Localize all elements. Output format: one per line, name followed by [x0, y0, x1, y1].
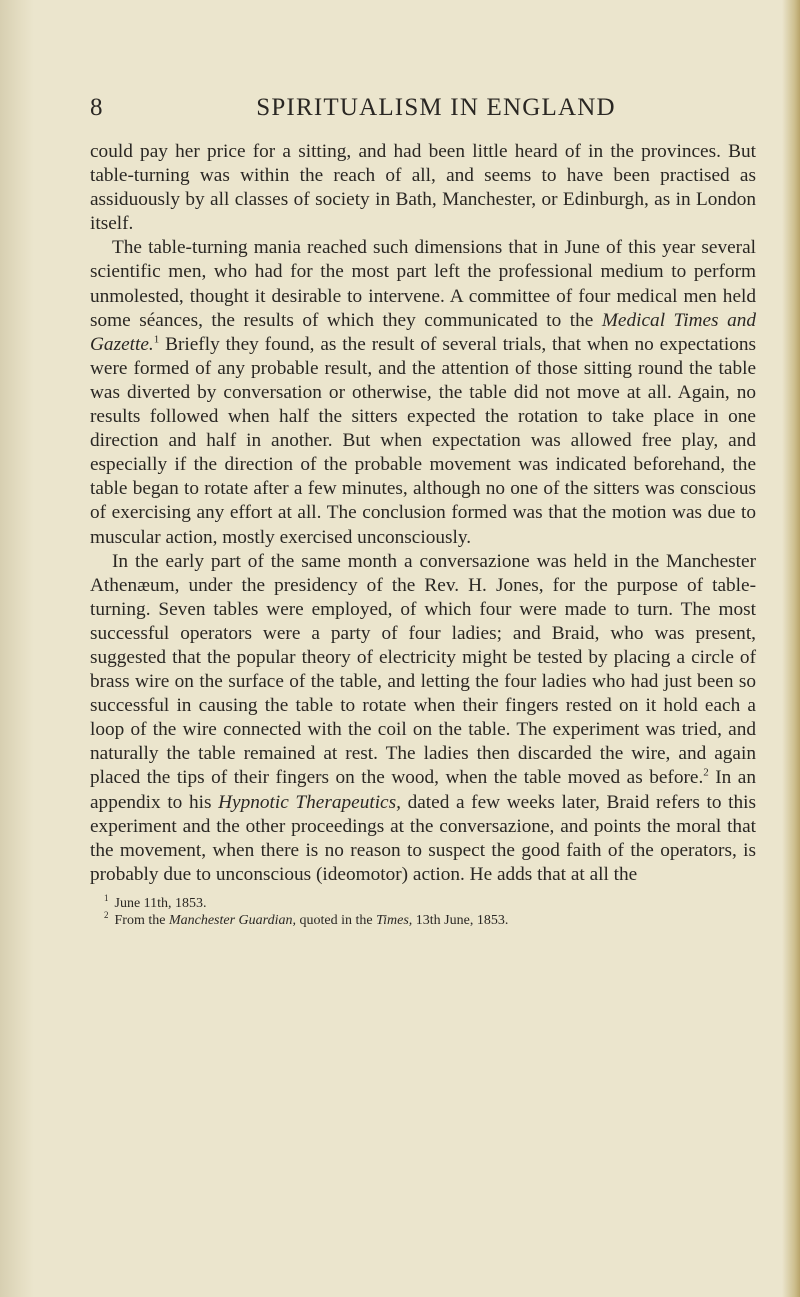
footnote-2-times: Times, [376, 912, 413, 928]
footnote-1 [90, 895, 756, 912]
paragraph-2 [90, 236, 756, 549]
paragraph-3 [90, 550, 756, 887]
journal-title-medical-times: Medical Times and Gazette. [90, 309, 756, 355]
running-head: SPIRITUALISM IN ENGLAND [256, 94, 616, 121]
footnote-ref-2: 2 [703, 767, 709, 780]
page-header [90, 94, 756, 130]
book-page [90, 94, 756, 1274]
page-number: 8 [90, 94, 103, 121]
footnote-1-number: 1 [104, 893, 109, 904]
book-title-hypnotic-therapeutics: Hypnotic Therapeutics, [218, 791, 401, 813]
paragraph-2-text-b: Briefly they found, as the result of several trials, that when no expectations were formed of any probable result, and the attention of those sitting round the table was diverted by conversation or otherwise, the table did not move at all. Again, no results followed when half the sitters expected the rotation to take place in one direction and half in another. But when expectation was allowed free play, and especially if the direction of the probable movement was indicated beforehand, the table began to rotate after a few minutes, although no one of the sitters was conscious of exercising any effort at all. The conclusion formed was that the motion was due to muscular action, mostly exercised unconsciously. [90, 333, 756, 548]
footnote-2-manchester-guardian: Manchester Guardian, [168, 912, 296, 928]
paragraph-3-text-c: dated a few weeks later, Braid refers to this experiment and the other proceedings at the conversazione, and points the moral that the movement, when there is no reason to suspect the good faith of the operators, is probably due to unconscious (ideomotor) action. He adds that at all the [90, 791, 757, 885]
body-text [90, 140, 756, 887]
paragraph-1 [90, 140, 756, 236]
footnote-2-text-post: 13th June, 1853. [412, 912, 509, 928]
footnote-1-text: June 11th, 1853. [114, 895, 207, 911]
paragraph-3-text-a: In the early part of the same month a conversazione was held in the Manchester Athenæum, under the presidency of the Rev. H. Jones, for the purpose of table-turning. Seven tables were employed, of which four were made to turn. The most successful operators were a party of four ladies; and Braid, who was present, suggested that the popular theory of electricity might be tested by placing a circle of brass wire on the surface of the table, and letting the four ladies who had just been so successful in causing the table to rotate when their fingers rested on it hold each a loop of the wire connected with the coil on the table. The experiment was tried, and naturally the table remained at rest. The ladies then discarded the wire, and again placed the tips of their fingers on the wood, when the table moved as before. [90, 550, 756, 789]
paragraph-1-text: could pay her price for a sitting, and had been little heard of in the provinces. But table-turning was within the reach of all, and seems to have been practised as assiduously by all classes of society in Bath, Manchester, or Edinburgh, as in London itself. [90, 141, 756, 235]
footnote-ref-1: 1 [153, 333, 160, 346]
footnote-2 [90, 912, 756, 929]
paragraph-3-text-b: In an appendix to his [90, 767, 756, 813]
paragraph-2-text-a: The table-turning mania reached such dimensions that in June of this year several scientific men, who had for the most part left the professional medium to perform unmolested, thought it desirable to intervene. A committee of four medical men held some séances, the results of which they communicated to the [90, 237, 756, 331]
footnote-2-text-pre: From the [114, 912, 169, 928]
footnote-2-text-mid: quoted in the [295, 912, 377, 928]
page-gutter-shadow [0, 0, 34, 1297]
page-edge-shadow [782, 0, 800, 1297]
footnotes [90, 895, 756, 929]
footnote-2-number: 2 [104, 910, 109, 921]
